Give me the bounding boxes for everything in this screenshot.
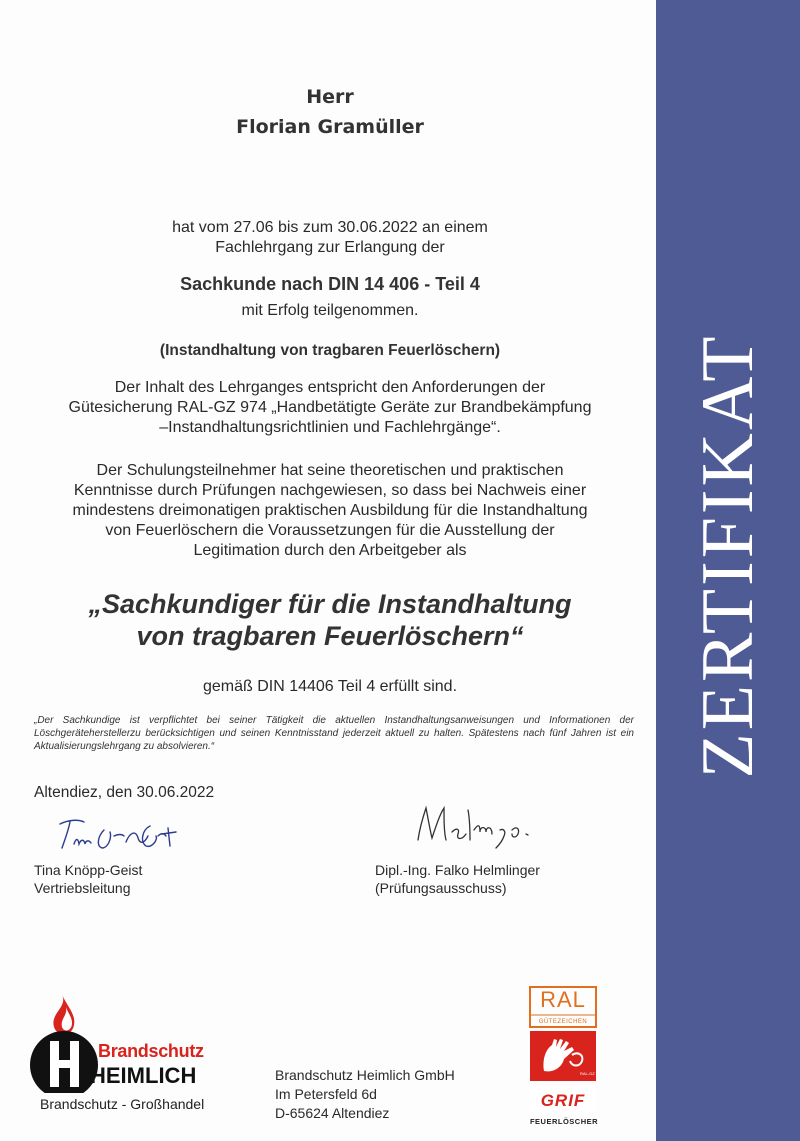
requirements-paragraph xyxy=(20,378,640,438)
qualification-line: „Sachkundiger für die Instandhaltung xyxy=(88,589,572,619)
paragraph-line: Legitimation durch den Arbeitgeber als xyxy=(193,542,467,559)
signer-name: Tina Knöpp-Geist xyxy=(34,862,143,878)
paragraph-line: mindestens dreimonatigen praktischen Ausbildung für die Instandhaltung xyxy=(72,502,588,519)
paragraph-line: von Feuerlöschern die Voraussetzungen für die Ausstellung der xyxy=(105,522,555,539)
brandschutz-heimlich-logo xyxy=(20,993,240,1123)
course-intro-line: hat vom 27.06 bis zum 30.06.2022 an einem xyxy=(172,219,488,236)
signer-role: (Prüfungsausschuss) xyxy=(375,880,507,896)
company-city: D-65624 Altendiez xyxy=(275,1105,390,1121)
signer-role: Vertriebsleitung xyxy=(34,880,131,896)
ral-sublabel: GÜTEZEICHEN xyxy=(538,1019,588,1025)
qualification-line: von tragbaren Feuerlöschern“ xyxy=(136,621,524,651)
signer-name: Dipl.-Ing. Falko Helmlinger xyxy=(375,862,540,878)
grif-label: GRIF xyxy=(540,1091,586,1110)
certificate-sidebar xyxy=(656,0,800,1141)
brand-name-line2: HEIMLICH xyxy=(90,1063,197,1088)
certificate-title-vertical: ZERTIFIKAT xyxy=(687,333,769,779)
company-name: Brandschutz Heimlich GmbH xyxy=(275,1067,455,1083)
signature-knoepp-geist xyxy=(54,814,194,854)
place-date: Altendiez, den 30.06.2022 xyxy=(34,784,215,801)
course-intro xyxy=(20,218,640,258)
ral-label: RAL xyxy=(540,987,586,1012)
grif-sublabel: FEUERLÖSCHER xyxy=(529,1117,599,1126)
qualification-title xyxy=(20,588,640,652)
paragraph-line: Der Schulungsteilnehmer hat seine theoretischen und praktischen xyxy=(96,462,564,479)
paragraph-line: Kenntnisse durch Prüfungen nachgewiesen, so dass bei Nachweis einer xyxy=(73,482,587,499)
ral-grif-seal xyxy=(520,985,610,1135)
course-subtitle: (Instandhaltung von tragbaren Feuerlöschern) xyxy=(159,342,501,359)
qualification-fulfilled: gemäß DIN 14406 Teil 4 erfüllt sind. xyxy=(202,678,458,695)
brand-name-line1: Brandschutz xyxy=(98,1041,204,1061)
course-intro-line: Fachlehrgang zur Erlangung der xyxy=(215,239,445,256)
signer-right xyxy=(375,861,540,897)
paragraph-line: –Instandhaltungsrichtlinien und Fachlehrgänge“. xyxy=(159,419,501,436)
signature-helmlinger xyxy=(408,800,558,850)
ral-number: RAL-GZ 974 xyxy=(580,1071,603,1076)
signer-left xyxy=(34,861,142,897)
obligation-note: „Der Sachkundige ist verpflichtet bei seiner Tätigkeit die aktuellen Instandhaltungsanweisungen und Informationen der Löschgeräteherstellerzu berücksichtigen und seinen Kenntnisstand jederzeit aktuell zu halten. Spätestens nach fünf Jahren ist ein Aktualisierungslehrgang zu absolvieren.“ xyxy=(34,715,634,752)
paragraph-line: Gütesicherung RAL-GZ 974 „Handbetätigte Geräte zur Brandbekämpfung xyxy=(68,399,592,416)
salutation: Herr xyxy=(306,86,354,108)
company-address xyxy=(275,1066,455,1123)
brand-tagline: Brandschutz - Großhandel xyxy=(40,1096,205,1112)
exam-paragraph xyxy=(20,461,640,561)
course-title: Sachkunde nach DIN 14 406 - Teil 4 xyxy=(180,274,480,294)
recipient-name: Florian Gramüller xyxy=(236,116,424,138)
paragraph-line: Der Inhalt des Lehrganges entspricht den Anforderungen der xyxy=(114,379,546,396)
course-success: mit Erfolg teilgenommen. xyxy=(241,302,419,319)
company-street: Im Petersfeld 6d xyxy=(275,1086,377,1102)
